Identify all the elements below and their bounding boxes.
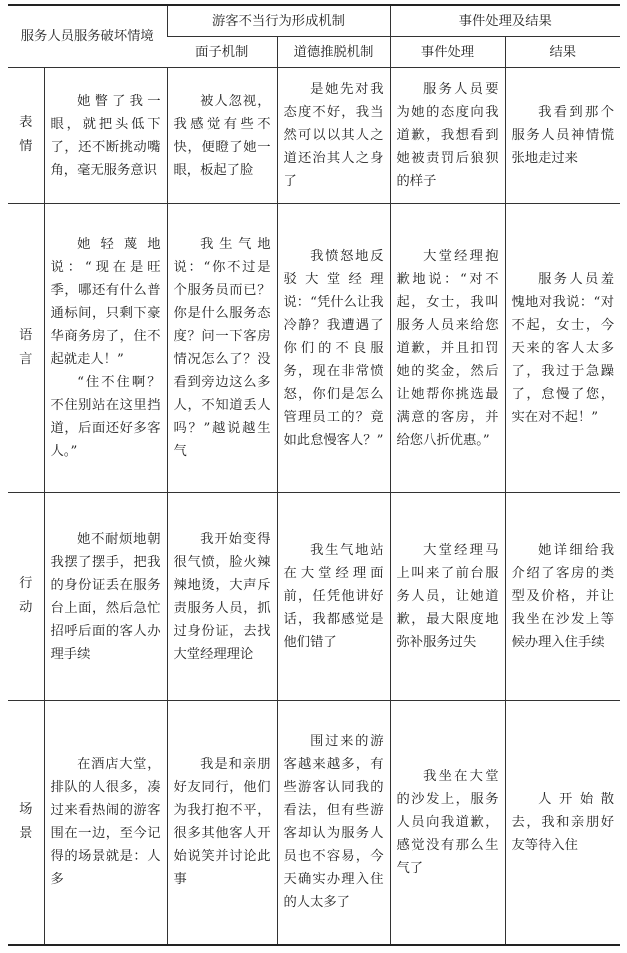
cell-handling: 大堂经理抱歉地说：“对不起，女士，我叫服务人员来给您道歉，并且扣罚她的奖金，然后让她帮你挑选最满意的客房，并给您八折优惠。” xyxy=(390,204,505,493)
cell-handling: 我坐在大堂的沙发上，服务人员向我道歉，感觉没有那么生气了 xyxy=(390,701,505,945)
cell-handling: 大堂经理马上叫来了前台服务人员，让她道歉，最大限度地弥补服务过失 xyxy=(390,493,505,701)
header-group-mechanism: 游客不当行为形成机制 xyxy=(167,5,390,37)
header-face: 面子机制 xyxy=(167,37,277,68)
cell-scenario: 在酒店大堂，排队的人很多，凑过来看热闹的游客围在一边，至今记得的场景就是：人多 xyxy=(44,701,167,945)
table-row xyxy=(8,493,620,701)
cell-moral: 是她先对我态度不好，我当然可以以其人之道还治其人之身了 xyxy=(277,68,390,204)
cell-face: 我开始变得很气愤，脸火辣辣地烫，大声斥责服务人员，抓过身份证，去找大堂经理理论 xyxy=(167,493,277,701)
header-corner: 服务人员服务破坏情境 xyxy=(8,5,167,68)
header-result: 结果 xyxy=(505,37,620,68)
cell-moral: 围过来的游客越来越多，有些游客认同我的看法，但有些游客却认为服务人员也不容易，今天确实办理入住的人太多了 xyxy=(277,701,390,945)
cell-scenario: 她瞥了我一眼，就把头低下了，还不断挑动嘴角，毫无服务意识 xyxy=(44,68,167,204)
header-handling: 事件处理 xyxy=(390,37,505,68)
cell-result: 我看到那个服务人员神情慌张地走过来 xyxy=(505,68,620,204)
cell-result: 她详细给我介绍了客房的类型及价格，并让我坐在沙发上等候办理入住手续 xyxy=(505,493,620,701)
row-label: 行动 xyxy=(8,493,44,701)
cell-moral: 我生气地站在大堂经理面前，任凭他讲好话，我都感觉是他们错了 xyxy=(277,493,390,701)
cell-face: 我是和亲朋好友同行，他们为我打抱不平，很多其他客人开始说笑并讨论此事 xyxy=(167,701,277,945)
table-row xyxy=(8,68,620,204)
header-group-handling: 事件处理及结果 xyxy=(390,5,620,37)
cell-scenario: 她轻蔑地说：“现在是旺季，哪还有什么普通标间，只剩下豪华商务房了，住不起就走人！” “住不住啊？不住别站在这里挡道，后面还好多客人。” xyxy=(44,204,167,493)
cell-moral: 我愤怒地反驳大堂经理说：“凭什么让我冷静？我遭遇了你们的不良服务，现在非常愤怒，你们是怎么管理员工的？竟如此怠慢客人？” xyxy=(277,204,390,493)
cell-face: 我生气地说：“你不过是个服务员而已？你是什么服务态度？问一下客房情况怎么了？没看到旁边这么多人，不知道丢人吗？”越说越生气 xyxy=(167,204,277,493)
cell-result: 服务人员羞愧地对我说：“对不起，女士，今天来的客人太多了，我过于急躁了，怠慢了您，实在对不起！” xyxy=(505,204,620,493)
table-row xyxy=(8,701,620,945)
header-row-1 xyxy=(8,5,620,37)
header-moral: 道德推脱机制 xyxy=(277,37,390,68)
table-container xyxy=(8,4,620,946)
row-label: 语言 xyxy=(8,204,44,493)
cell-result: 人开始散去，我和亲朋好友等待入住 xyxy=(505,701,620,945)
cell-scenario: 她不耐烦地朝我摆了摆手，把我的身份证丢在服务台上面，然后急忙招呼后面的客人办理手续 xyxy=(44,493,167,701)
table-row xyxy=(8,204,620,493)
row-label: 表情 xyxy=(8,68,44,204)
row-label: 场景 xyxy=(8,701,44,945)
incident-table xyxy=(8,4,620,946)
cell-handling: 服务人员要为她的态度向我道歉，我想看到她被责罚后狼狈的样子 xyxy=(390,68,505,204)
cell-face: 被人忽视，我感觉有些不快，便瞪了她一眼，板起了脸 xyxy=(167,68,277,204)
